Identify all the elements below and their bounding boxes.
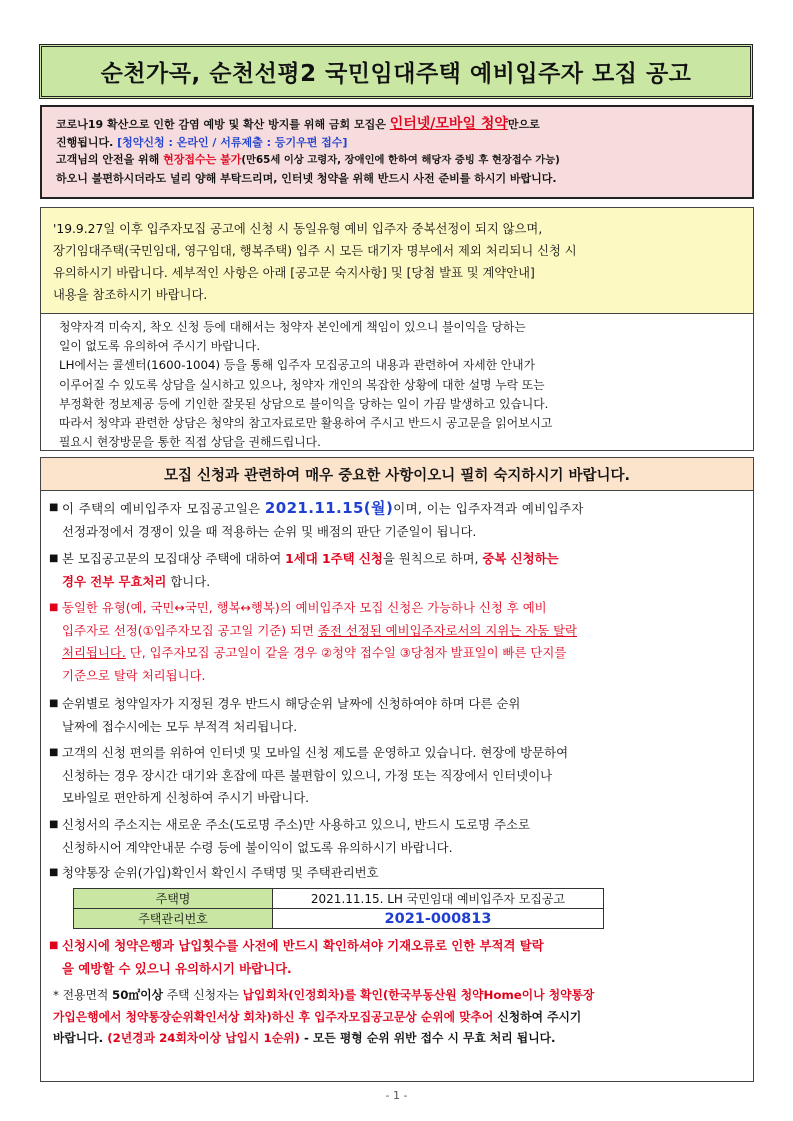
item-highlight: 1세대 1주택 신청 bbox=[285, 551, 383, 566]
bullet-icon: ■ bbox=[49, 819, 59, 830]
white-line: 따라서 청약과 관련한 상담은 청약의 참고자료로만 활용하여 주시고 반드시 공고문을 읽어보시고 bbox=[59, 416, 553, 431]
bullet-icon: ■ bbox=[49, 553, 59, 564]
footnote-text: 주택 신청자는 bbox=[163, 988, 243, 1002]
page-title: 순천가곡, 순천선평2 국민임대주택 예비입주자 모집 공고 bbox=[100, 61, 692, 87]
item-text: 날짜에 접수시에는 모두 부적격 처리됩니다. bbox=[62, 718, 298, 734]
footnote-text: 신청하여 주시기 bbox=[493, 1009, 582, 1024]
white-line: 필요시 현장방문을 통한 직접 상담을 권해드립니다. bbox=[59, 435, 321, 450]
item-text: 신청하는 경우 장시간 대기와 혼잡에 따른 불편함이 있으니, 가정 또는 직장에서 인터넷이나 bbox=[62, 767, 553, 783]
item-text: 이며, 이는 입주자격과 예비입주자 bbox=[393, 501, 584, 516]
notice-highlight-no-onsite: 현장접수는 불가 bbox=[163, 153, 242, 166]
bullet-icon: ■ bbox=[49, 867, 59, 878]
table-row bbox=[74, 889, 604, 909]
table-header-cell: 주택관리번호 bbox=[74, 909, 273, 929]
footnote bbox=[53, 985, 753, 1050]
footnote-highlight: (2년경과 24회차이상 납입시 1순위) bbox=[107, 1031, 300, 1045]
notice-highlight-online: 인터넷/모바일 청약 bbox=[389, 116, 508, 132]
yellow-line: 내용을 참조하시기 바랍니다. bbox=[53, 288, 208, 302]
duplicate-selection-notice bbox=[40, 207, 754, 313]
notice-highlight-method: [청약신청 : 온라인 / 서류제출 : 등기우편 접수] bbox=[117, 135, 348, 149]
notice-text: 고객님의 안전을 위해 bbox=[56, 153, 164, 166]
item-underlined: 종전 선정된 예비입주자로서의 지위는 자동 탈락 bbox=[317, 622, 578, 638]
notice-line-2 bbox=[56, 134, 740, 152]
item-text: 을 예방할 수 있으니 유의하시기 바랍니다. bbox=[62, 960, 292, 976]
white-line: 청약자격 미숙지, 착오 신청 등에 대해서는 청약자 본인에게 책임이 있으니 불이익을 당하는 bbox=[59, 320, 526, 334]
notice-text: (만65세 이상 고령자, 장애인에 한하여 해당자 증빙 후 현장접수 가능) bbox=[241, 154, 560, 166]
bullet-icon: ■ bbox=[49, 698, 59, 709]
yellow-line: '19.9.27일 이후 입주자모집 공고에 신청 시 동일유형 예비 입주자 중복선정이 되지 않으며, bbox=[53, 222, 543, 236]
notice-line-4: 하오니 불편하시더라도 널리 양해 부탁드리며, 인터넷 청약을 위해 반드시 사전 준비를 하시기 바랍니다. bbox=[56, 171, 557, 185]
footnote-text: - 모든 평형 순위 위반 접수 시 무효 처리 됩니다. bbox=[299, 1031, 556, 1045]
bullet-icon: ■ bbox=[49, 940, 59, 951]
notice-text: 진행됩니다. bbox=[56, 135, 118, 149]
bullet-icon: ■ bbox=[49, 502, 59, 513]
item-text: 을 원칙으로 하며, bbox=[382, 551, 483, 566]
yellow-line: 장기임대주택(국민임대, 영구임대, 행복주택) 입주 시 모든 대기자 명부에서 제외 처리되니 신청 시 bbox=[53, 244, 577, 258]
item-text: 동일한 유형(예, 국민↔국민, 행복↔행복)의 예비입주자 모집 신청은 가능하나 신청 후 예비 bbox=[62, 600, 547, 615]
section-header-text: 모집 신청과 관련하여 매우 중요한 사항이오니 필히 숙지하시기 바랍니다. bbox=[163, 467, 631, 484]
table-row bbox=[74, 909, 604, 929]
table-header-cell: 주택명 bbox=[74, 889, 273, 909]
item-text: 신청서의 주소지는 새로운 주소(도로명 주소)만 사용하고 있으니, 반드시 도로명 주소로 bbox=[62, 817, 530, 832]
item-text: 모바일로 편안하게 신청하여 주시기 바랍니다. bbox=[62, 790, 310, 805]
item-text: 신청하시어 계약안내문 수령 등에 불이익이 없도록 유의하시기 바랍니다. bbox=[62, 839, 453, 855]
announcement-date: 2021.11.15(월) bbox=[264, 499, 394, 517]
item-text: 고객의 신청 편의를 위하여 인터넷 및 모바일 신청 제도를 운영하고 있습니다. 현장에 방문하여 bbox=[62, 745, 569, 760]
white-line: 일이 없도록 유의하여 주시기 바랍니다. bbox=[59, 339, 261, 354]
housing-management-number: 2021-000813 bbox=[273, 909, 604, 929]
item-text: 청약통장 순위(가입)확인서 확인시 주택명 및 주택관리번호 bbox=[62, 865, 379, 880]
white-line: LH에서는 콜센터(1600-1004) 등을 통해 입주자 모집공고의 내용과 관련하여 자세한 안내가 bbox=[59, 358, 535, 373]
notice-text: 만으로 bbox=[507, 118, 540, 131]
footnote-text: 바랍니다. bbox=[53, 1031, 108, 1045]
covid-notice-box bbox=[40, 105, 754, 199]
white-line: 부정확한 정보제공 등에 기인한 잘못된 상담으로 불이익을 당하는 일이 가끔 발생하고 있습니다. bbox=[59, 396, 549, 411]
footnote-text: 50㎡이상 bbox=[111, 988, 163, 1002]
housing-info-table bbox=[73, 888, 604, 929]
white-line: 이루어질 수 있도록 상담을 실시하고 있으나, 청약자 개인의 복잡한 상황에 대한 설명 누락 또는 bbox=[59, 377, 545, 392]
item-text: 입주자로 선정(①입주자모집 공고일 기준) 되면 bbox=[62, 622, 318, 638]
section-header bbox=[41, 458, 753, 491]
item-text: 선정과정에서 경쟁이 있을 때 적용하는 순위 및 배점의 판단 기준일이 됩니다. bbox=[62, 523, 477, 539]
item-text: 이 주택의 예비입주자 모집공고일은 bbox=[62, 501, 265, 516]
item-text: 본 모집공고문의 모집대상 주택에 대하여 bbox=[62, 551, 286, 566]
notice-line-1 bbox=[56, 116, 740, 134]
item-text: 합니다. bbox=[166, 573, 211, 589]
notice-text: 코로나19 확산으로 인한 감염 예방 및 확산 방지를 위해 금회 모집은 bbox=[56, 118, 390, 131]
item-text: 단, 입주자모집 공고일이 같을 경우 ②청약 접수일 ③당첨자 발표일이 빠른 단지를 bbox=[125, 645, 567, 660]
item-text: 신청시에 청약은행과 납입횟수를 사전에 반드시 확인하셔야 기재오류로 인한 부적격 탈락 bbox=[62, 938, 544, 953]
footnote-text: * 전용면적 bbox=[53, 988, 112, 1002]
yellow-line: 유의하시기 바랍니다. 세부적인 사항은 아래 [공고문 숙지사항] 및 [당첨 발표 및 계약안내] bbox=[53, 266, 535, 280]
page-number: - 1 - bbox=[385, 1089, 408, 1102]
item-highlight: 경우 전부 무효처리 bbox=[62, 573, 167, 589]
page-title-box bbox=[39, 44, 753, 99]
footnote-highlight: 가입은행에서 청약통장순위확인서상 회차)하신 후 입주자모집공고문상 순위에 맞추어 bbox=[53, 1009, 494, 1024]
bullet-icon: ■ bbox=[49, 747, 59, 758]
important-notes-section bbox=[40, 457, 754, 1082]
table-cell: 2021.11.15. LH 국민임대 예비입주자 모집공고 bbox=[273, 889, 604, 909]
responsibility-notice bbox=[40, 313, 754, 451]
item-text: 기준으로 탈락 처리됩니다. bbox=[62, 667, 206, 683]
item-highlight: 중복 신청하는 bbox=[482, 551, 559, 566]
item-underlined: 처리됩니다. bbox=[62, 645, 126, 660]
notice-line-3 bbox=[56, 151, 740, 170]
footnote-highlight: 납입회차(인정회차)를 확인(한국부동산원 청약Home이나 청약통장 bbox=[242, 988, 595, 1002]
bullet-icon: ■ bbox=[49, 602, 59, 613]
item-text: 순위별로 청약일자가 지정된 경우 반드시 해당순위 날짜에 신청하여야 하며 다른 순위 bbox=[62, 696, 521, 711]
